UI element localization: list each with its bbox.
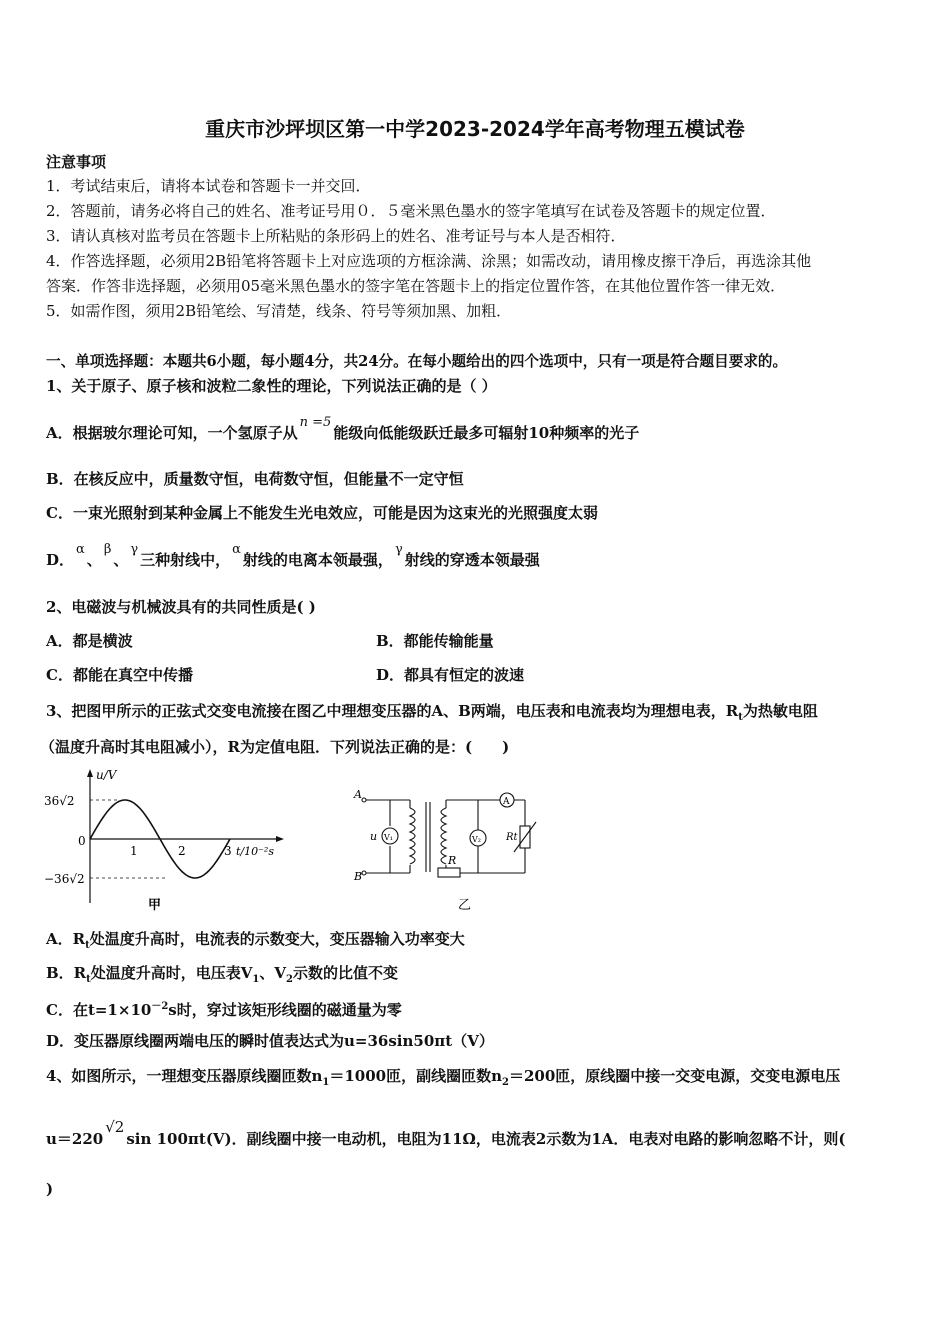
y-max-label: 36√2 [44,794,75,808]
y-min-label: −36√2 [44,872,85,886]
figure-a-sine-wave [40,765,300,915]
svg-text:Rt: Rt [506,832,518,843]
figure-a-caption: 甲 [148,898,162,913]
q4-stem-line-1: 4、如图所示，一理想变压器原线圈匝数$n_1=1000$匝，副线圈匝数$n_2=200$匝，原线圈中接一交变电源，交变电源电压 [46,1067,841,1088]
svg-text:A: A [354,788,362,801]
page-title: 重庆市沙坪坝区第一中学2023-2024学年高考物理五模试卷 [205,117,745,141]
notice-item-2: 2．答题前，请务必将自己的姓名、准考证号用０．５毫米黑色墨水的签字笔填写在试卷及答题卡的规定位置． [46,202,776,220]
q4-stem-line-3: ) [46,1180,54,1198]
y-axis-label: u/V [96,768,117,782]
x-tick-1: 1 [130,844,138,858]
svg-text:R: R [448,854,457,867]
x-tick-3: 3 [224,844,232,858]
svg-text:V₁: V₁ [384,833,393,842]
q2-option-d: D．都具有恒定的波速 [376,666,525,684]
q1-option-d: D．α、β、γ三种射线中，α射线的电离本领最强，γ射线的穿透本领最强 [46,542,540,569]
notice-item-4-cont: 答案．作答非选择题，必须用05毫米黑色墨水的签字笔在答题卡上的指定位置作答，在其他位置作答一律无效． [46,277,786,295]
notice-heading: 注意事项 [46,153,107,171]
q2-option-a: A．都是横波 [46,632,133,650]
q1-option-a: A．根据玻尔理论可知，一个氢原子从n =5能级向低能级跃迁最多可辐射10种频率的光子 [46,415,640,442]
q2-option-c: C．都能在真空中传播 [46,666,193,684]
n-equals-5-symbol: n =5 [299,415,332,430]
q3-option-d: D．变压器原线圈两端电压的瞬时值表达式为u=36sin50πt（V） [46,1032,494,1050]
q1-option-b: B．在核反应中，质量数守恒，电荷数守恒，但能量不一定守恒 [46,470,464,488]
section-1-heading: 一、单项选择题：本题共6小题，每小题4分，共24分。在每小题给出的四个选项中，只有一项是符合题目要求的。 [46,353,788,370]
x-tick-2: 2 [178,844,186,858]
svg-text:A: A [503,797,510,807]
x-axis-label: t/10⁻²s [236,845,274,858]
resistor-r [438,868,460,877]
svg-text:V₂: V₂ [472,835,481,844]
q4-stem-line-2: u＝220√2sin 100πt(V)．副线圈中接一电动机，电阻为11Ω，电流表2示数为1A．电表对电路的影响忽略不计，则( [46,1118,846,1148]
notice-item-4: 4．作答选择题，必须用2B铅笔将答题卡上对应选项的方框涂满、涂黑；如需改动，请用橡皮擦干净后，再选涂其他 [46,252,812,270]
q3-option-a: A．$R_t$处温度升高时，电流表的示数变大，变压器输入功率变大 [46,930,465,951]
q2-stem: 2、电磁波与机械波具有的共同性质是( ) [46,598,316,616]
sqrt-2-symbol: √2 [105,1118,125,1136]
q3-option-b: B．$R_t$处温度升高时，电压表$V_1$、$V_2$示数的比值不变 [46,964,399,985]
svg-text:B: B [354,870,363,883]
notice-item-3: 3．请认真核对监考员在答题卡上所粘贴的条形码上的姓名、准考证号与本人是否相符． [46,227,626,245]
q1-stem: 1、关于原子、原子核和波粒二象性的理论，下列说法正确的是（ ） [46,377,497,395]
figure-b-caption: 乙 [458,898,472,913]
sine-curve [90,792,150,839]
origin-label: 0 [78,834,86,848]
q2-option-b: B．都能传输能量 [376,632,494,650]
q3-stem-line-1: 3、把图甲所示的正弦式交变电流接在图乙中理想变压器的A、B两端，电压表和电流表均为理想电表，$R_t$为热敏电阻 [46,702,818,723]
q3-stem-line-2: （温度升高时其电阻减小），R为定值电阻．下列说法正确的是：( ) [40,738,510,756]
notice-item-1: 1．考试结束后，请将本试卷和答题卡一并交回． [46,177,371,195]
q1-option-c: C．一束光照射到某种金属上不能发生光电效应，可能是因为这束光的光照强度太弱 [46,504,598,522]
svg-text:u: u [370,830,378,843]
notice-item-5: 5．如需作图，须用2B铅笔绘、写清楚，线条、符号等须加黑、加粗． [46,302,512,320]
q3-option-c: C．在$t=1\times 10^{-2}s$时，穿过该矩形线圈的磁通量为零 [46,1001,402,1019]
figure-b-circuit [350,788,550,913]
